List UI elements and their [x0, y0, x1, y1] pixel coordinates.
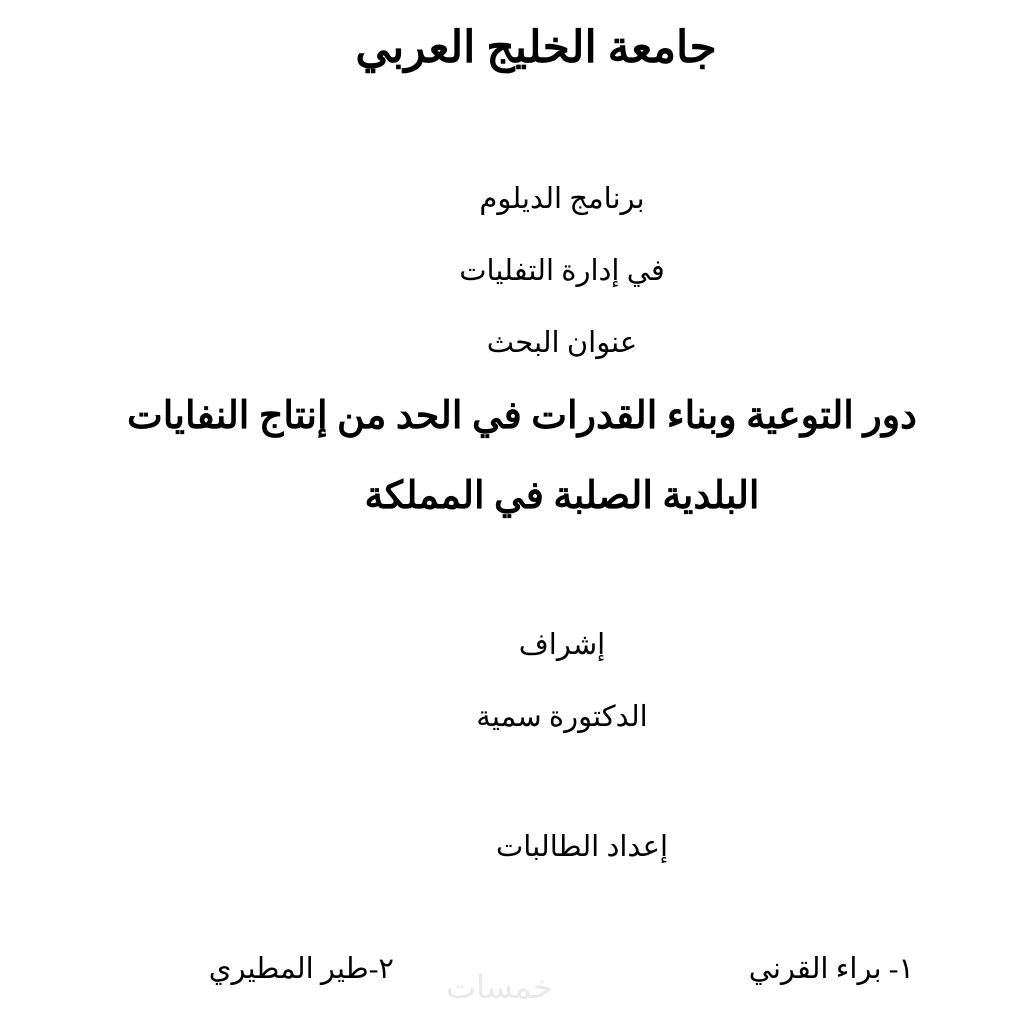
- supervisor-name: الدكتورة سمية: [476, 701, 648, 733]
- student-name-1: ١- براء القرني: [748, 953, 914, 985]
- program-name: برنامج الديلوم: [479, 183, 645, 215]
- watermark-logo: خمسات: [446, 968, 553, 1006]
- research-title-label: عنوان البحث: [486, 327, 638, 359]
- supervision-label: إشراف: [518, 629, 606, 661]
- research-title-line-1: دور التوعية وبناء القدرات في الحد من إنتاج النفايات: [127, 395, 917, 437]
- prepared-by-label: إعداد الطالبات: [495, 831, 669, 863]
- research-title-line-2: البلدية الصلبة في المملكة: [364, 475, 760, 517]
- program-field: في إدارة التفليات: [459, 255, 665, 287]
- student-name-2: ٢-طير المطيري: [208, 953, 394, 985]
- university-name: جامعة الخليج العربي: [355, 23, 717, 72]
